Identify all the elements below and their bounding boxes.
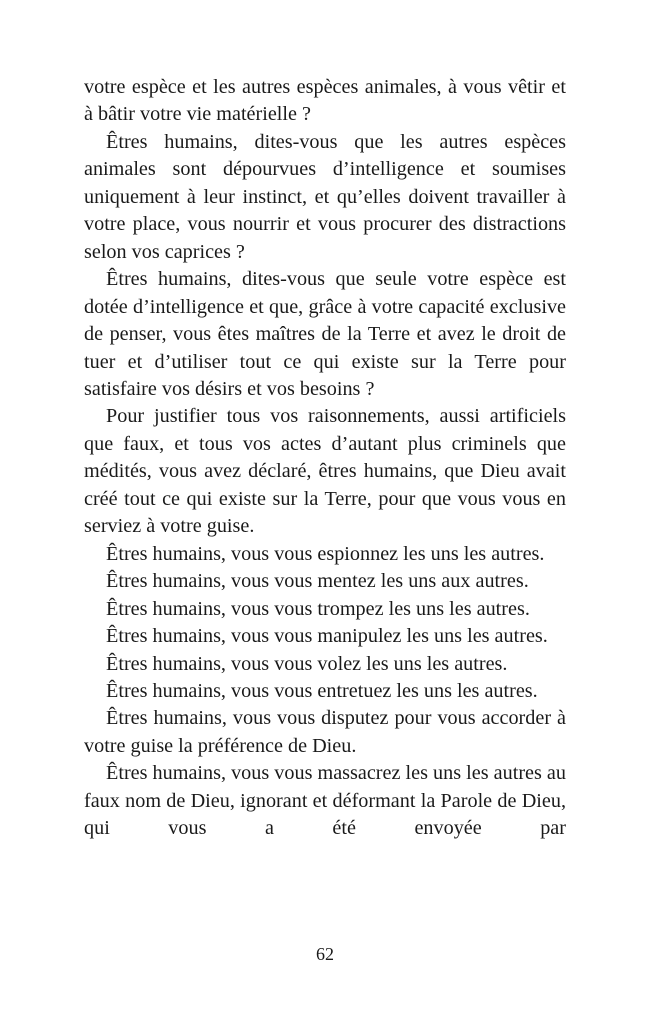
paragraph: Êtres humains, vous vous espionnez les uns les autres. xyxy=(106,542,545,565)
paragraph: Êtres humains, vous vous volez les uns les autres. xyxy=(106,652,508,675)
page-number: 62 xyxy=(316,944,334,964)
paragraph: Êtres humains, vous vous mentez les uns aux autres. xyxy=(106,570,529,593)
paragraph: Êtres humains, vous vous entretuez les uns les autres. xyxy=(106,679,538,702)
paragraph: Êtres humains, dites-vous que les autres espèces animales sont dépourvues d’intelligence et soumises uniquement à leur instinct, et qu’elles doivent travailler à votre place, vous nourrir et vous procurer des distractions selon vos caprices ? xyxy=(84,130,566,263)
body-text xyxy=(84,74,566,843)
paragraph: Êtres humains, dites-vous que seule votre espèce est dotée d’intelligence et que, grâce à votre capacité exclusive de penser, vous êtes maîtres de la Terre et avez le droit de tuer et d’utiliser tout ce qui existe sur la Terre pour satisfaire vos désirs et vos besoins ? xyxy=(84,268,566,400)
paragraph: Êtres humains, vous vous trompez les uns les autres. xyxy=(106,597,530,620)
paragraph: votre espèce et les autres espèces animales, à vous vêtir et à bâtir votre vie matérielle ? xyxy=(84,76,566,126)
paragraph: Pour justifier tous vos raisonnements, aussi artificiels que faux, et tous vos actes d’autant plus criminels que médités, vous avez déclaré, êtres humains, que Dieu avait créé tout ce qui existe sur la Terre, pour que vous vous en serviez à votre guise. xyxy=(84,405,566,538)
paragraph: Êtres humains, vous vous manipulez les uns les autres. xyxy=(106,625,548,648)
paragraph: Êtres humains, vous vous disputez pour vous accorder à votre guise la préférence de Dieu. xyxy=(84,707,566,757)
paragraph: Êtres humains, vous vous massacrez les uns les autres au faux nom de Dieu, ignorant et déformant la Parole de Dieu, qui vous a été envoyée par xyxy=(84,762,566,840)
